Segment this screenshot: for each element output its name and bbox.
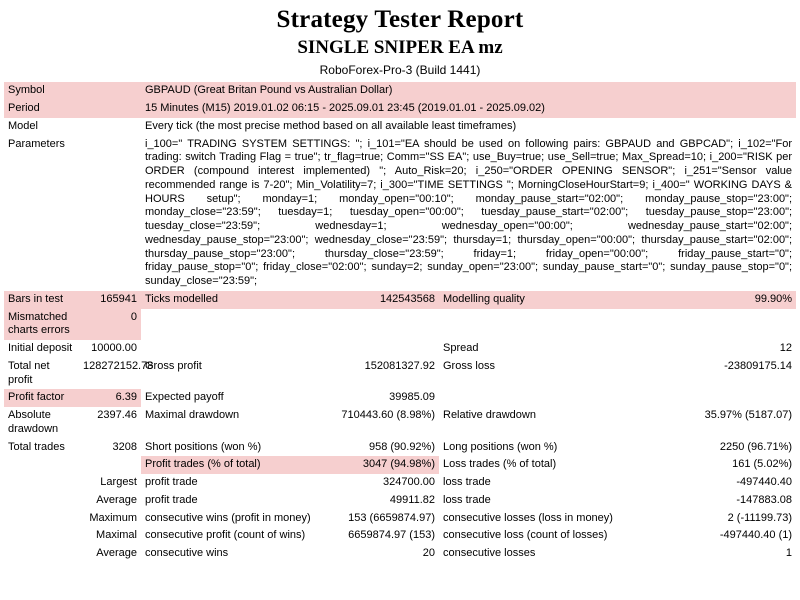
table-row-deposit-spread: [4, 340, 796, 358]
table-row-maximal-consecutive: [4, 527, 796, 545]
table-row-average-consecutive: [4, 545, 796, 563]
spacer-cell-11: [4, 474, 79, 492]
mismatched-charts-errors-label: Mismatched charts errors: [4, 309, 79, 341]
table-row-profit-factor: [4, 389, 796, 407]
ticks-modelled-value: 142543568: [327, 291, 439, 309]
mismatched-charts-errors-value: 0: [79, 309, 141, 341]
total-net-profit-label: Total net profit: [8, 359, 50, 386]
largest-loss-trade-label: loss trade: [443, 476, 491, 489]
profit-trades-label: Profit trades (% of total): [141, 456, 327, 474]
maximal-label: Maximal: [96, 529, 137, 542]
report-table: [4, 82, 796, 563]
initial-deposit-label: Initial deposit: [8, 342, 73, 355]
table-row-profit-loss-trades: [4, 456, 796, 474]
largest-profit-trade-label: profit trade: [145, 476, 198, 489]
spread-label: Spread: [443, 342, 479, 355]
long-positions-label: Long positions (won %): [443, 440, 558, 453]
bars-in-test-value: 165941: [79, 291, 141, 309]
max-consecutive-losses-value: 2 (-11199.73): [727, 511, 793, 524]
parameters-label: Parameters: [8, 137, 65, 150]
symbol-value: GBPAUD (Great Britan Pound vs Australian Dollar): [141, 82, 796, 100]
profit-factor-value: 6.39: [79, 389, 141, 407]
period-value: 15 Minutes (M15) 2019.01.02 06:15 - 2025.09.01 23:45 (2019.01.01 - 2025.09.02): [141, 100, 796, 118]
avg-consecutive-wins-label: consecutive wins: [145, 547, 229, 560]
spacer-cell-4: [619, 309, 796, 341]
avg-consecutive-wins-value: 20: [422, 547, 435, 560]
avg-consecutive-losses-value: 1: [785, 547, 793, 560]
table-row-parameters: [4, 136, 796, 291]
max-consecutive-wins-label: consecutive wins (profit in money): [145, 511, 311, 524]
average-loss-trade-label: loss trade: [443, 493, 491, 506]
profit-trades-value: 3047 (94.98%): [327, 456, 439, 474]
total-trades-label: Total trades: [8, 440, 65, 453]
spacer-cell-7: [439, 389, 619, 407]
report-header: [4, 6, 796, 77]
largest-profit-trade-value: 324700.00: [383, 476, 435, 489]
relative-drawdown-label: Relative drawdown: [443, 409, 536, 422]
spacer-cell-1: [141, 309, 327, 341]
spacer-cell-8: [619, 389, 796, 407]
total-net-profit-value: 128272152.78: [83, 359, 154, 372]
maximal-consecutive-profit-label: consecutive profit (count of wins): [145, 529, 306, 542]
gross-loss-value: -23809175.14: [724, 359, 793, 372]
maximum-label: Maximum: [89, 511, 137, 524]
maximal-consecutive-loss-value: -497440.40 (1): [719, 529, 793, 542]
average-label: Average: [96, 493, 137, 506]
maximal-consecutive-profit-value: 6659874.97 (153): [348, 529, 435, 542]
table-row-period: [4, 100, 796, 118]
modelling-quality-value: 99.90%: [619, 291, 796, 309]
expected-payoff-value: 39985.09: [389, 391, 435, 404]
avg-consecutive-losses-label: consecutive losses: [443, 547, 536, 560]
max-consecutive-wins-value: 153 (6659874.97): [348, 511, 435, 524]
spacer-cell-10: [79, 456, 141, 474]
bars-in-test-label: Bars in test: [4, 291, 79, 309]
table-row-model: [4, 118, 796, 136]
spacer-cell-13: [4, 510, 79, 528]
gross-profit-value: 152081327.92: [364, 359, 435, 372]
modelling-quality-label: Modelling quality: [439, 291, 619, 309]
spacer-cell-6: [327, 340, 439, 358]
long-positions-value: 2250 (96.71%): [719, 440, 793, 453]
broker-build-line: RoboForex-Pro-3 (Build 1441): [319, 63, 481, 78]
gross-profit-label: Gross profit: [145, 359, 202, 372]
spacer-cell-15: [4, 545, 79, 563]
average-profit-trade-label: profit trade: [145, 493, 198, 506]
largest-loss-trade-value: -497440.40: [736, 476, 793, 489]
ticks-modelled-label: Ticks modelled: [141, 291, 327, 309]
loss-trades-label: Loss trades (% of total): [443, 458, 557, 471]
maximal-consecutive-loss-label: consecutive loss (count of losses): [443, 529, 608, 542]
parameters-value: i_100=" TRADING SYSTEM SETTINGS: "; i_101="EA should be used on following pairs: GBPAUD and GBPCAD"; i_102="For trading: switch Trading Flag = true"; tr_flag=true; Comm="SS EA"; use_Buy=true; use_Sell=true; Max_Spread=10; i_200="RISK per ORDER (compound interest implemented) "; Auto_Risk=20; i_250="ORDER OPENING SENSOR"; i_251="Sensor value recommended range is 7-20"; Min_Volatility=7; i_300="TIME SETTINGS "; MorningCloseHourStart=9; i_400=" WORKING DAYS & HOURS setup"; monday=1; monday_open="00:10"; monday_pause_start="02:00"; monday_pause_stop="23:00"; monday_close="23:59"; tuesday=1; tuesday_open="00:00"; tuesday_pause_start="02:00"; tuesday_pause_stop="23:00"; tuesday_close="23:59"; wednesday=1; wednesday_open="00:00"; wednesday_pause_start="02:00"; wednesday_pause_stop="23:00"; wednesday_close="23:59"; thursday=1; thursday_open="00:00"; thursday_pause_start="02:00"; thursday_pause_stop="23:00"; thursday_close="23:59"; friday=1; friday_open="00:00"; friday_pause_start="0"; friday_pause_stop="0"; friday_close="02:00"; sunday=2; sunday_open="23:00"; sunday_pause_start="0"; sunday_pause_stop="0"; sunday_close="23:59";: [145, 137, 793, 288]
table-row-mismatched: [4, 309, 796, 341]
table-row-symbol: [4, 82, 796, 100]
absolute-drawdown-label: Absolute drawdown: [8, 409, 59, 435]
max-consecutive-losses-label: consecutive losses (loss in money): [443, 511, 613, 524]
loss-trades-value: 161 (5.02%): [732, 458, 793, 471]
largest-label: Largest: [100, 476, 137, 489]
maximal-drawdown-label: Maximal drawdown: [145, 409, 240, 422]
average-profit-trade-value: 49911.82: [389, 493, 435, 506]
table-row-largest: [4, 474, 796, 492]
spacer-cell-2: [327, 309, 439, 341]
spacer-cell-9: [4, 456, 79, 474]
table-row-net-profit: [4, 358, 796, 390]
short-positions-label: Short positions (won %): [145, 440, 262, 453]
spread-value: 12: [779, 342, 793, 355]
table-row-bars-ticks-quality: [4, 291, 796, 309]
relative-drawdown-value: 35.97% (5187.07): [704, 409, 793, 422]
gross-loss-label: Gross loss: [443, 359, 495, 372]
period-label: Period: [4, 100, 141, 118]
initial-deposit-value: 10000.00: [91, 342, 137, 355]
spacer-cell-3: [439, 309, 619, 341]
table-row-average-trade: [4, 492, 796, 510]
table-row-total-trades: [4, 439, 796, 457]
profit-factor-label: Profit factor: [4, 389, 79, 407]
spacer-cell-14: [4, 527, 79, 545]
model-label: Model: [8, 119, 38, 132]
table-row-drawdown: [4, 407, 796, 439]
model-value: Every tick (the most precise method based on all available least timeframes): [145, 119, 517, 132]
absolute-drawdown-value: 2397.46: [97, 409, 137, 422]
symbol-label: Symbol: [4, 82, 141, 100]
maximal-drawdown-value: 710443.60 (8.98%): [341, 409, 435, 422]
table-row-maximum-consecutive: [4, 510, 796, 528]
average2-label: Average: [96, 547, 137, 560]
ea-name-title: SINGLE SNIPER EA mz: [297, 36, 503, 58]
total-trades-value: 3208: [112, 440, 137, 453]
short-positions-value: 958 (90.92%): [368, 440, 435, 453]
average-loss-trade-value: -147883.08: [736, 493, 793, 506]
spacer-cell-5: [141, 340, 327, 358]
spacer-cell-12: [4, 492, 79, 510]
expected-payoff-label: Expected payoff: [145, 391, 224, 404]
page-title: Strategy Tester Report: [276, 6, 524, 33]
